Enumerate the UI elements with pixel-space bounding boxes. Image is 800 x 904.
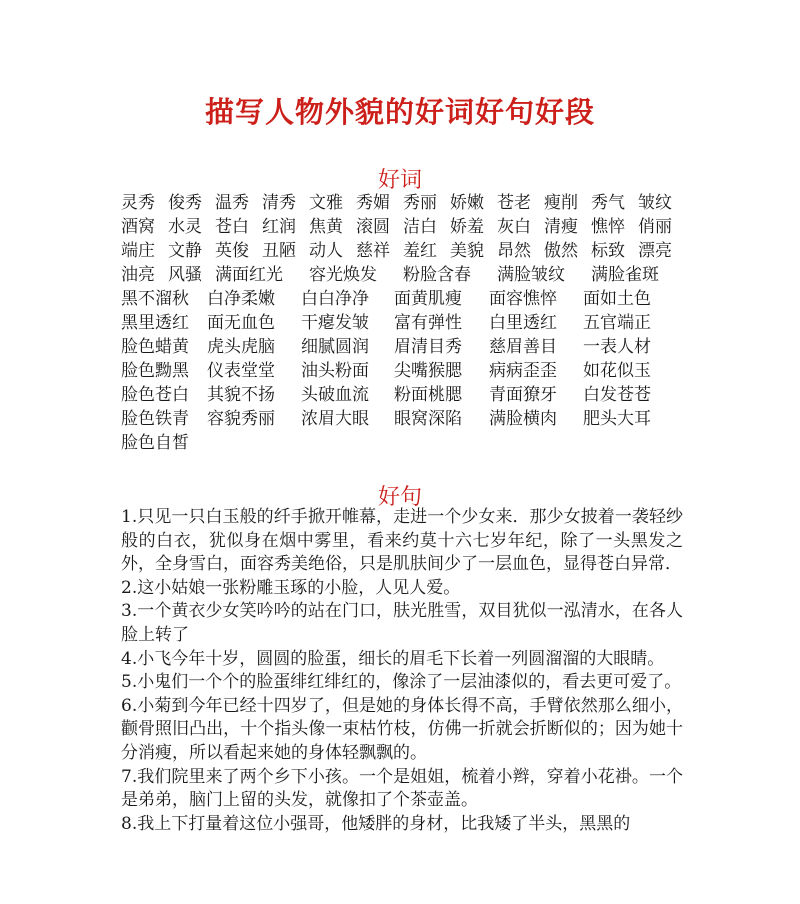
- word-item: 灰白: [497, 217, 531, 237]
- word-item: 肥头大耳: [583, 409, 651, 429]
- word-item: 脸色蜡黄: [121, 337, 189, 357]
- word-row: [121, 263, 761, 287]
- word-item: 一表人材: [583, 337, 651, 357]
- word-item: 美貌: [450, 241, 484, 261]
- word-item: 眼窝深陷: [394, 409, 462, 429]
- word-item: 洁白: [403, 217, 437, 237]
- word-row: [121, 239, 761, 263]
- word-item: 瘦削: [544, 193, 578, 213]
- word-item: 慈祥: [356, 241, 390, 261]
- word-item: 滚圆: [356, 217, 390, 237]
- word-item: 文静: [168, 241, 202, 261]
- word-item: 漂亮: [638, 241, 672, 261]
- word-item: 仪表堂堂: [207, 361, 275, 381]
- word-item: 眉清目秀: [394, 337, 462, 357]
- word-item: 苍老: [497, 193, 531, 213]
- word-row: [121, 215, 761, 239]
- word-item: 酒窝: [121, 217, 155, 237]
- word-item: 苍白: [215, 217, 249, 237]
- words-grid: [121, 191, 761, 455]
- word-item: 焦黄: [309, 217, 343, 237]
- word-row: [121, 383, 761, 407]
- word-item: 虎头虎脑: [207, 337, 275, 357]
- word-item: 昂然: [497, 241, 531, 261]
- word-item: 清秀: [262, 193, 296, 213]
- word-item: 羞红: [403, 241, 437, 261]
- word-item: 青面獠牙: [489, 385, 557, 405]
- word-item: 水灵: [168, 217, 202, 237]
- word-item: 如花似玉: [583, 361, 651, 381]
- word-item: 动人: [309, 241, 343, 261]
- word-row: [121, 431, 761, 455]
- word-item: 病病歪歪: [489, 361, 557, 381]
- word-item: 白白净净: [301, 289, 369, 309]
- word-item: 头破血流: [301, 385, 369, 405]
- sentence-item: 2.这小姑娘一张粉雕玉琢的小脸，人见人爱。: [121, 577, 461, 598]
- word-item: 憔悴: [591, 217, 625, 237]
- word-item: 满脸皱纹: [497, 265, 565, 285]
- word-item: 傲然: [544, 241, 578, 261]
- words-section-heading: 好词: [377, 168, 422, 193]
- word-item: 满脸横肉: [489, 409, 557, 429]
- word-item: 满脸雀斑: [591, 265, 659, 285]
- word-item: 其貌不扬: [207, 385, 275, 405]
- word-item: 面无血色: [207, 313, 275, 333]
- word-item: 满面红光: [215, 265, 283, 285]
- word-item: 面容憔悴: [489, 289, 557, 309]
- word-item: 粉面桃腮: [394, 385, 462, 405]
- word-item: 白发苍苍: [583, 385, 651, 405]
- word-item: 英俊: [215, 241, 249, 261]
- word-item: 容光焕发: [309, 265, 377, 285]
- word-item: 标致: [591, 241, 625, 261]
- word-row: [121, 335, 761, 359]
- word-row: [121, 311, 761, 335]
- word-item: 清瘦: [544, 217, 578, 237]
- word-row: [121, 359, 761, 383]
- word-item: 丑陋: [262, 241, 296, 261]
- word-item: 脸色苍白: [121, 385, 189, 405]
- word-item: 黑不溜秋: [121, 289, 189, 309]
- word-item: 容貌秀丽: [207, 409, 275, 429]
- word-item: 细腻圆润: [301, 337, 369, 357]
- word-item: 面如土色: [583, 289, 651, 309]
- word-item: 面黄肌瘦: [394, 289, 462, 309]
- word-item: 俏丽: [638, 217, 672, 237]
- word-item: 脸色自皙: [121, 433, 189, 453]
- word-item: 秀丽: [403, 193, 437, 213]
- word-item: 娇羞: [450, 217, 484, 237]
- word-item: 文雅: [309, 193, 343, 213]
- word-row: [121, 191, 761, 215]
- word-item: 脸色黝黑: [121, 361, 189, 381]
- word-item: 富有弹性: [394, 313, 462, 333]
- word-item: 端庄: [121, 241, 155, 261]
- sentences-list: [121, 506, 683, 836]
- word-item: 娇嫩: [450, 193, 484, 213]
- word-item: 秀气: [591, 193, 625, 213]
- word-item: 尖嘴猴腮: [394, 361, 462, 381]
- word-item: 浓眉大眼: [301, 409, 369, 429]
- word-item: 俊秀: [168, 193, 202, 213]
- word-item: 红润: [262, 217, 296, 237]
- word-item: 油亮: [121, 265, 155, 285]
- word-item: 温秀: [215, 193, 249, 213]
- word-item: 五官端正: [583, 313, 651, 333]
- word-item: 灵秀: [121, 193, 155, 213]
- word-item: 白里透红: [489, 313, 557, 333]
- sentence-item: 6.小菊到今年已经十四岁了，但是她的身体长得不高，手臂依然那么细小，颧骨照旧凸出，十个指头像一束枯竹枝，仿佛一折就会折断似的；因为她十分消瘦，所以看起来她的身体轻飘飘的。: [121, 695, 683, 763]
- word-item: 皱纹: [638, 193, 672, 213]
- sentences-section-heading: 好句: [377, 485, 422, 510]
- sentence-item: 7.我们院里来了两个乡下小孩。一个是姐姐，梳着小辫，穿着小花褂。一个是弟弟，脑门上留的头发，就像扣了个茶壶盖。: [121, 766, 683, 811]
- word-item: 秀媚: [356, 193, 390, 213]
- word-item: 油头粉面: [301, 361, 369, 381]
- word-item: 风骚: [168, 265, 202, 285]
- sentence-item: 8.我上下打量着这位小强哥，他矮胖的身材，比我矮了半头，黑黑的: [121, 813, 631, 834]
- word-item: 干瘪发皱: [301, 313, 369, 333]
- word-row: [121, 407, 761, 431]
- sentence-item: 3.一个黄衣少女笑吟吟的站在门口，肤光胜雪，双目犹似一泓清水，在各人脸上转了: [121, 601, 683, 645]
- word-row: [121, 287, 761, 311]
- sentence-item: 5.小鬼们一个个的脸蛋绯红绯红的，像涂了一层油漆似的，看去更可爱了。: [121, 672, 682, 693]
- sentence-item: 1.只见一只白玉般的纤手掀开帷幕，走进一个少女来．那少女披着一袭轻纱般的白衣，犹似身在烟中雾里，看来约莫十六七岁年纪，除了一头黑发之外，全身雪白，面容秀美绝俗，只是肌肤间少了一层血色，显得苍白异常．: [121, 507, 683, 575]
- word-item: 慈眉善目: [489, 337, 557, 357]
- page-title: 描写人物外貌的好词好句好段: [204, 95, 595, 129]
- sentence-item: 4.小飞今年十岁，圆圆的脸蛋，细长的眉毛下长着一列圆溜溜的大眼睛。: [121, 648, 665, 669]
- word-item: 脸色铁青: [121, 409, 189, 429]
- word-item: 粉脸含春: [403, 265, 471, 285]
- word-item: 白净柔嫩: [207, 289, 275, 309]
- word-item: 黑里透红: [121, 313, 189, 333]
